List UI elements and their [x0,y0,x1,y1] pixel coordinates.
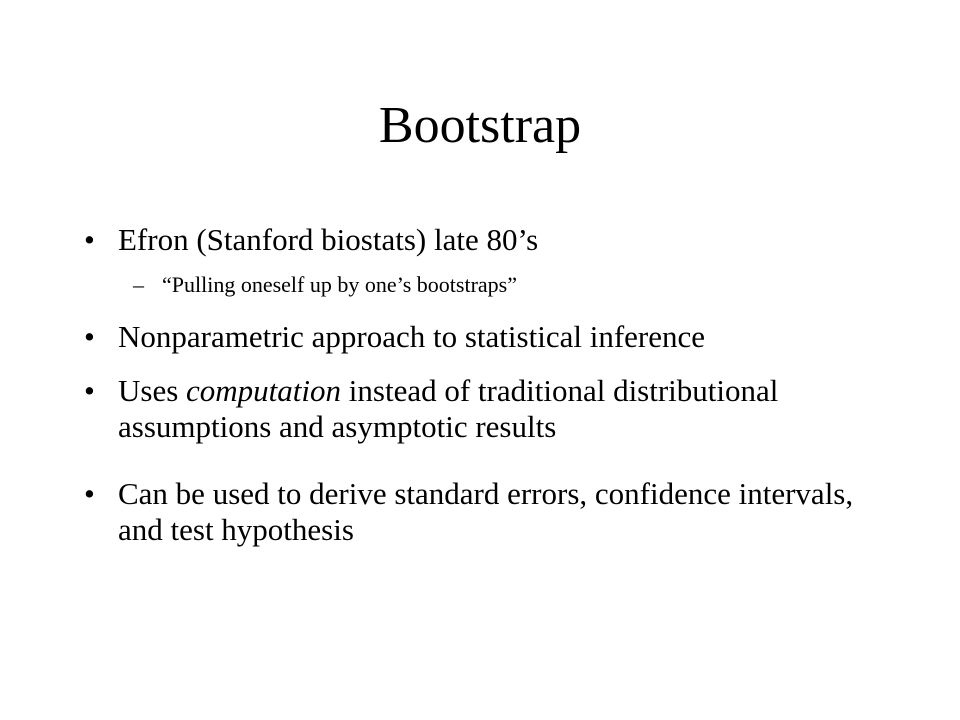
slide-title: Bootstrap [378,97,582,154]
bullet-text: Can be used to derive standard errors, confidence intervals, and test hypothesis [118,476,854,547]
bullet-marker: • [84,222,95,257]
bullet-text [118,373,878,445]
bullet-text-start: Uses [118,373,187,408]
bullet-marker: • [84,373,95,408]
bullet-marker: • [84,319,95,354]
bullet-text: Efron (Stanford biostats) late 80’s [118,222,539,257]
emphasis-text: computation [186,373,342,408]
bullet-marker: • [84,476,95,511]
bullet-text-end: instead of traditional distributional assumptions and asymptotic results [118,373,779,444]
sub-bullet-marker: – [133,272,144,297]
bullet-text: Nonparametric approach to statistical inference [118,319,706,354]
sub-bullet-text: “Pulling oneself up by one’s bootstraps” [162,272,518,297]
